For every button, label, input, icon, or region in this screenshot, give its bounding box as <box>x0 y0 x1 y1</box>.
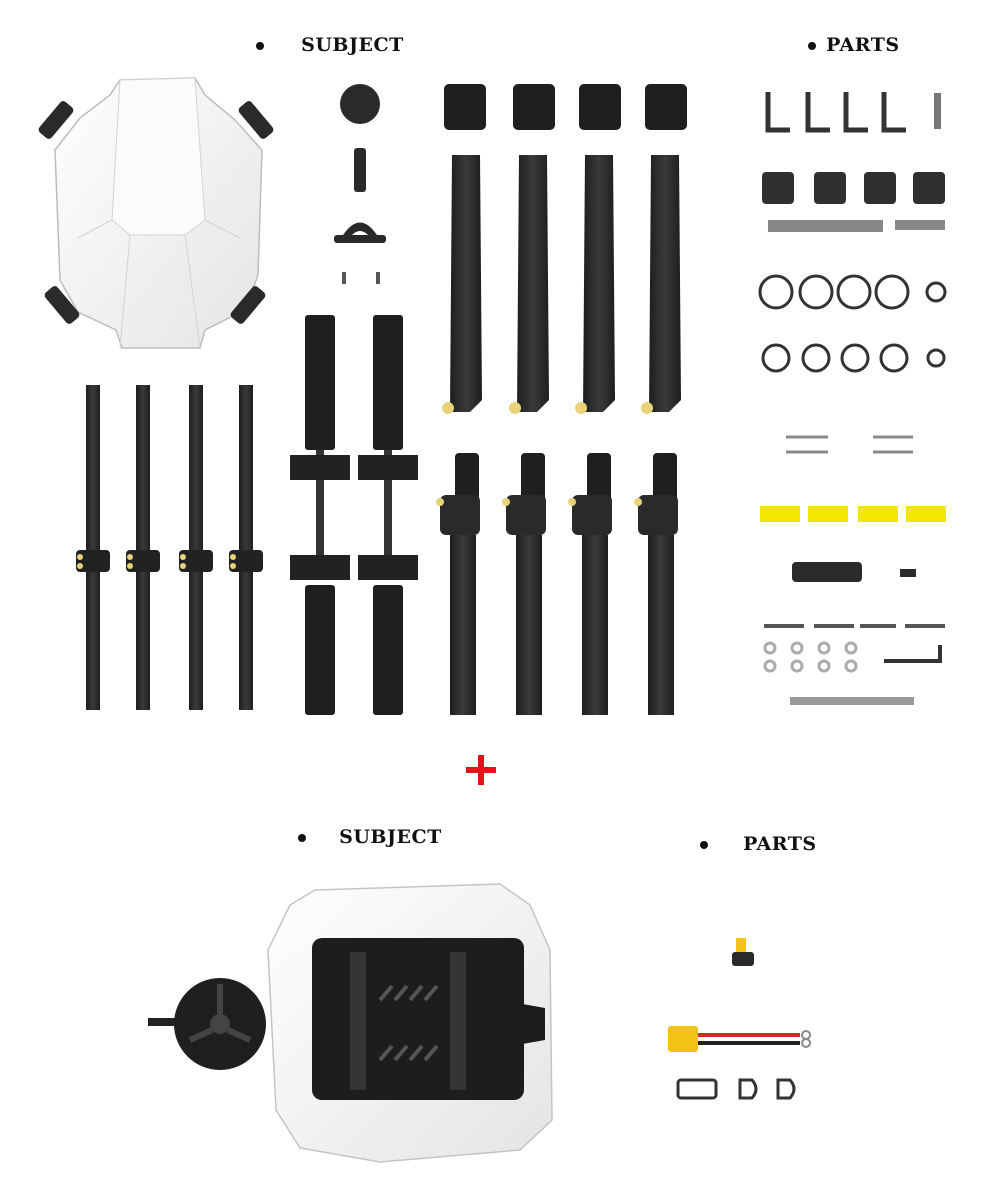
cap-part <box>334 84 386 284</box>
parts-clamps-large <box>760 276 945 308</box>
battery-plate <box>792 562 916 582</box>
warning-stickers <box>760 506 946 522</box>
spring-part <box>934 93 941 129</box>
thin-legs <box>76 385 263 710</box>
top-parts-label: PARTS <box>826 34 900 56</box>
power-cable <box>668 1026 810 1052</box>
main-frame-tubes <box>290 315 418 715</box>
parts-bolts <box>786 437 913 452</box>
top-subject-label: SUBJECT <box>301 34 404 56</box>
parts-mount-plates <box>762 172 945 204</box>
tank-base <box>148 884 552 1162</box>
canopy-shell <box>37 78 275 348</box>
bottom-parts-label: PARTS <box>743 833 817 855</box>
parts-clamps-small <box>763 345 944 371</box>
parts-screws-row1 <box>768 220 945 232</box>
motor-caps <box>444 84 687 130</box>
parts-brackets <box>768 92 906 130</box>
parts-washers <box>764 624 945 705</box>
folding-arm-tubes <box>436 453 678 715</box>
bottom-subject-label: SUBJECT <box>339 826 442 848</box>
upper-arm-tubes <box>442 155 681 414</box>
small-mount-parts <box>678 1080 794 1098</box>
elbow-connector <box>732 938 754 966</box>
